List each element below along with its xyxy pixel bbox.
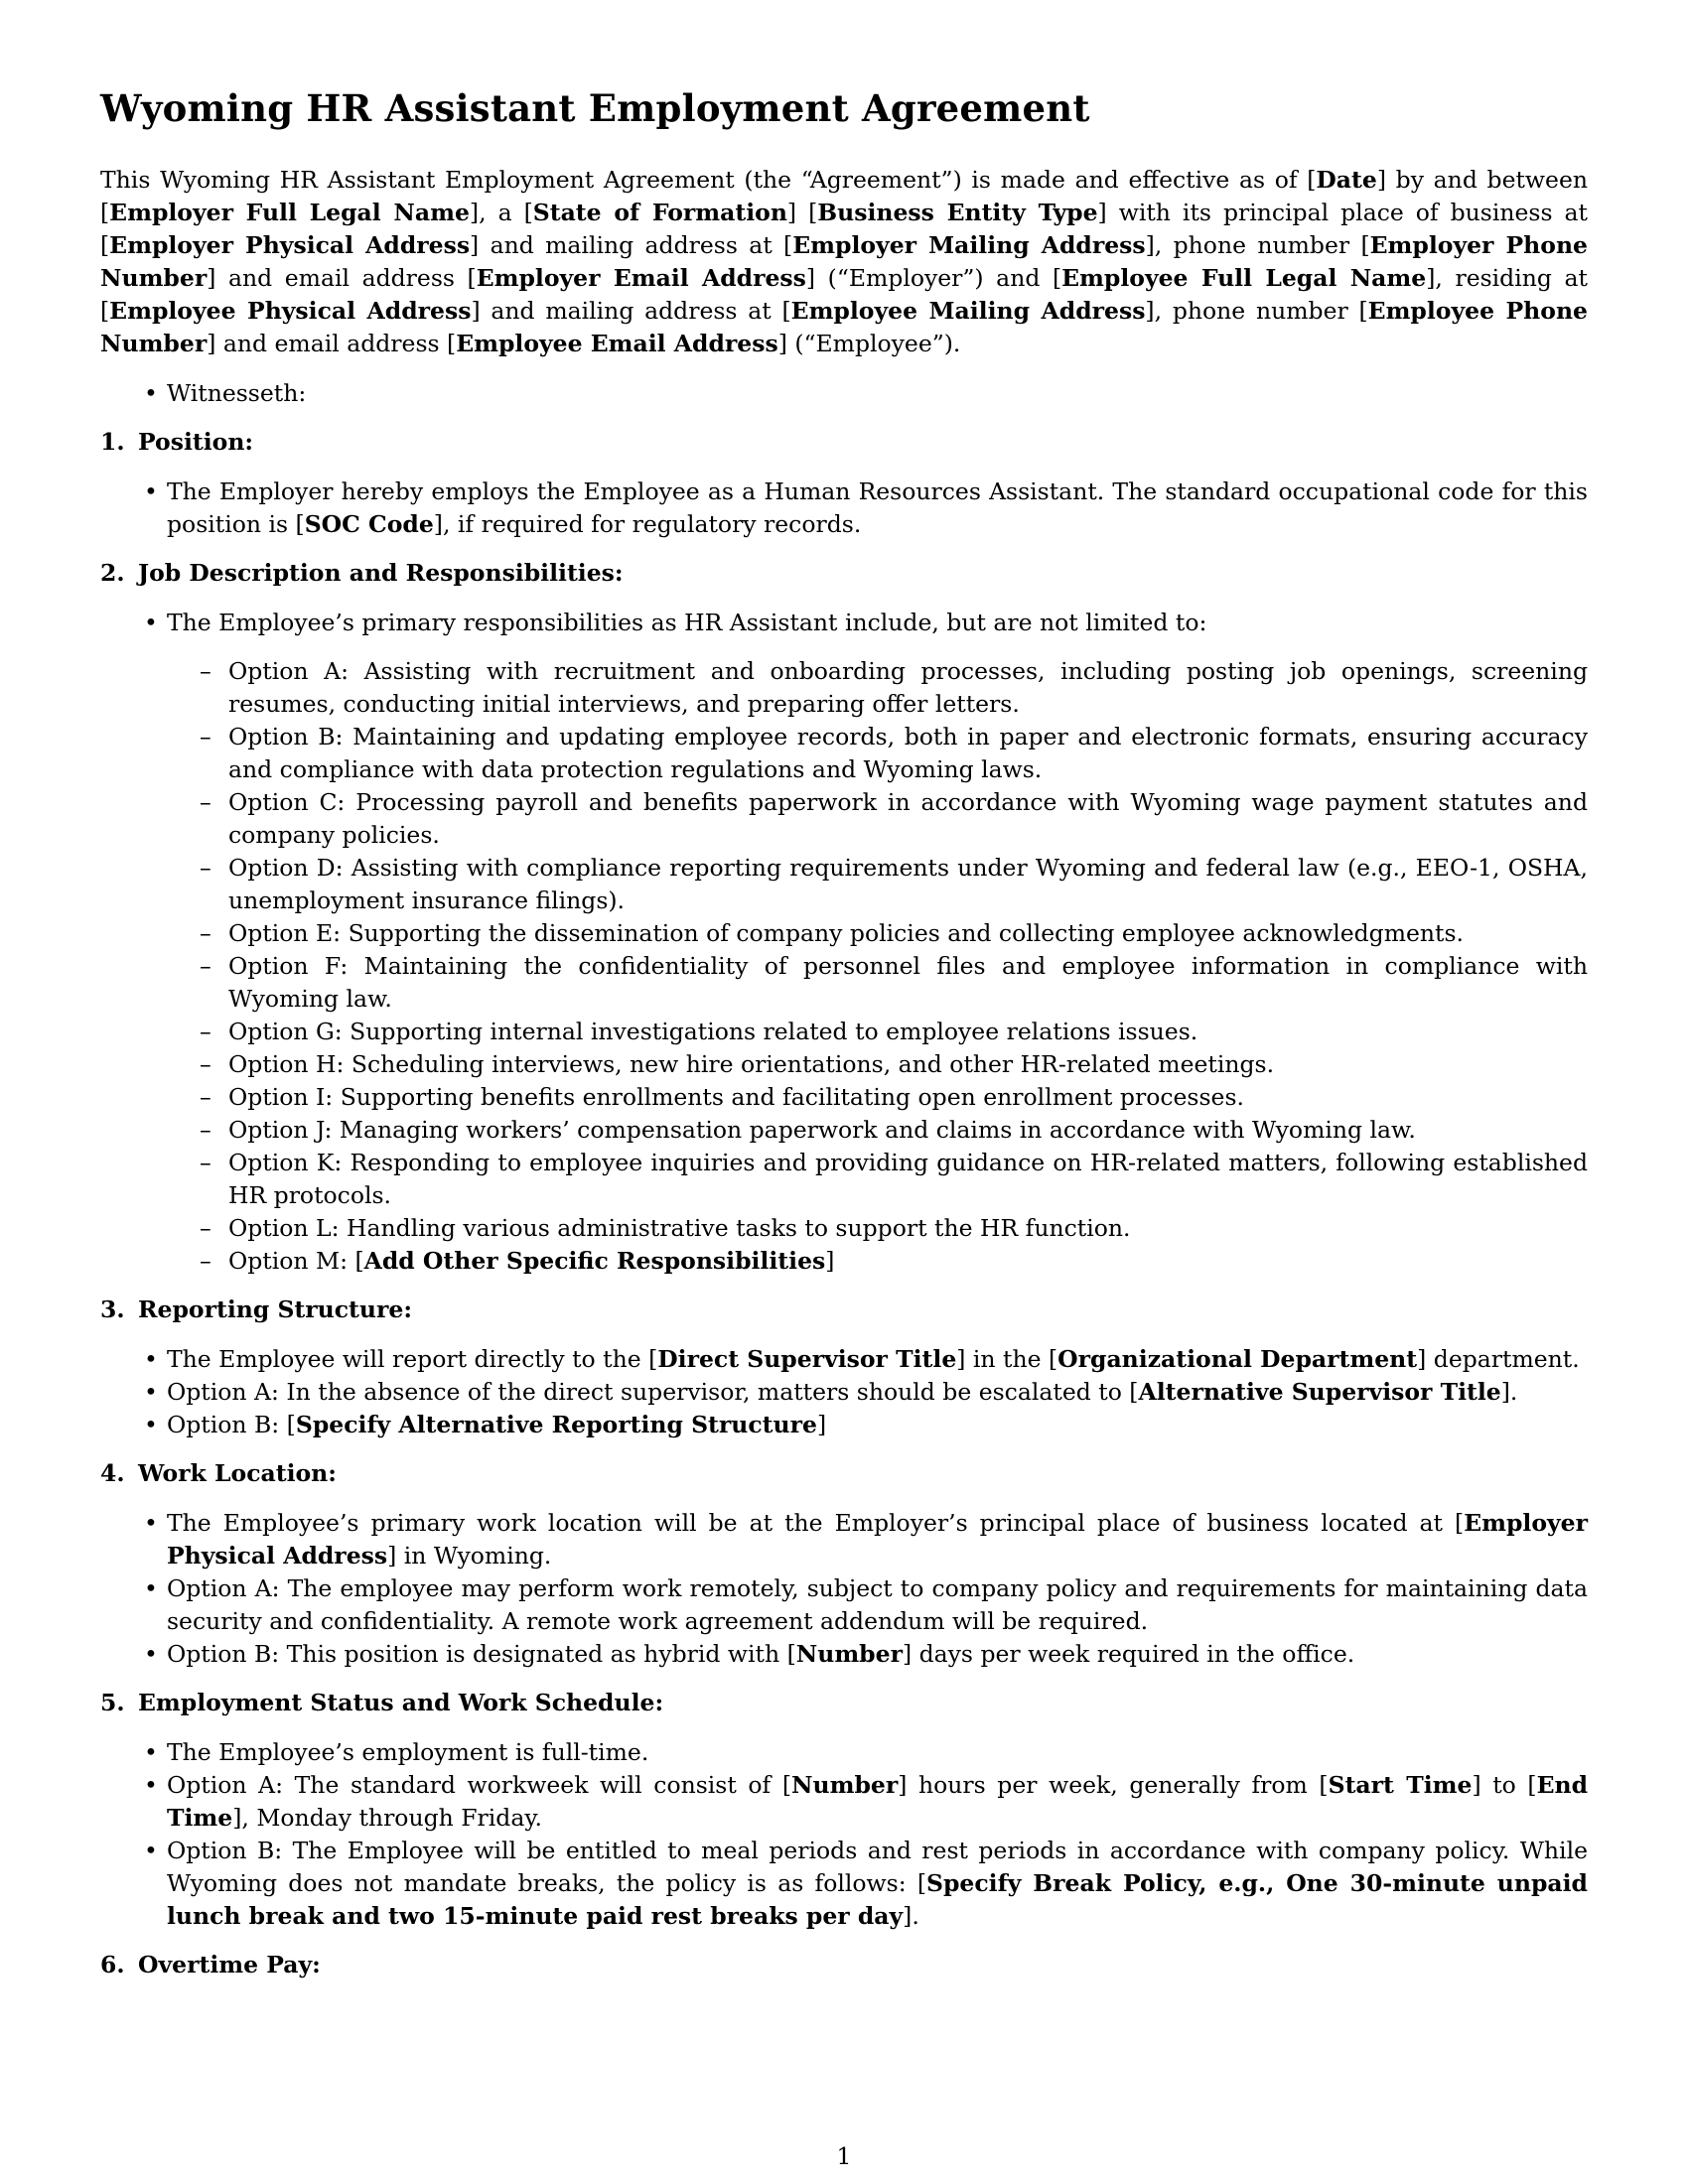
list-item xyxy=(100,1507,1588,1572)
section-4-list xyxy=(100,1507,1588,1671)
section-1-heading xyxy=(100,426,1588,459)
item-text: Option A: The standard workweek will consist of [ xyxy=(167,1770,792,1799)
section-6-heading xyxy=(100,1949,1588,1981)
section-number: 2. xyxy=(100,558,125,587)
intro-text: ] by and between [ xyxy=(100,165,1588,226)
start-time-field: Start Time xyxy=(1328,1770,1473,1799)
employer-phone-field: Employer Phone Number xyxy=(100,230,1588,292)
section-number: 4. xyxy=(100,1458,125,1487)
alternative-supervisor-field: Alternative Supervisor Title xyxy=(1138,1377,1501,1406)
section-title: Job Description and Responsibilities: xyxy=(138,558,624,587)
employee-phone-field: Employee Phone Number xyxy=(100,296,1588,357)
item-text: ], if required for regulatory records. xyxy=(433,509,862,538)
intro-text: ] [ xyxy=(786,198,818,226)
section-3-list xyxy=(100,1343,1588,1441)
days-number-field: Number xyxy=(795,1639,903,1668)
list-item xyxy=(100,1638,1588,1671)
direct-supervisor-field: Direct Supervisor Title xyxy=(657,1344,957,1373)
section-2-heading xyxy=(100,557,1588,590)
employee-physical-address-field: Employee Physical Address xyxy=(109,296,472,325)
intro-text: ] (“Employee”). xyxy=(777,329,961,357)
section-title: Work Location: xyxy=(138,1458,337,1487)
section-title: Reporting Structure: xyxy=(138,1295,412,1323)
option-item xyxy=(100,1245,1588,1278)
intro-text: ] and mailing address at [ xyxy=(470,230,793,259)
employer-name-field: Employer Full Legal Name xyxy=(109,198,470,226)
responsibilities-list xyxy=(100,655,1588,1278)
employee-name-field: Employee Full Legal Name xyxy=(1061,263,1427,292)
intro-text: ] (“Employer”) and [ xyxy=(805,263,1062,292)
employee-email-field: Employee Email Address xyxy=(456,329,778,357)
intro-text: ] and email address [ xyxy=(207,329,457,357)
item-text: Option B: This position is designated as hybrid with [ xyxy=(167,1639,796,1668)
intro-text: ], phone number [ xyxy=(1145,230,1370,259)
other-responsibilities-field: Add Other Specific Responsibilities xyxy=(363,1246,826,1275)
option-item: – Option F: Maintaining the confidentiality of personnel files and employee information in compliance with Wyoming law. xyxy=(100,950,1588,1016)
item-text: ] in the [ xyxy=(956,1344,1058,1373)
option-item: – Option H: Scheduling interviews, new hire orientations, and other HR-related meetings. xyxy=(100,1048,1588,1081)
witnesseth-list xyxy=(100,377,1588,410)
page-number: 1 xyxy=(836,2142,852,2170)
section-1-list xyxy=(100,476,1588,541)
hours-number-field: Number xyxy=(791,1770,899,1799)
option-item: – Option D: Assisting with compliance reporting requirements under Wyoming and federal law (e.g., EEO-1, OSHA, unemployment insurance filings). xyxy=(100,852,1588,917)
entity-type-field: Business Entity Type xyxy=(817,198,1098,226)
employee-mailing-address-field: Employee Mailing Address xyxy=(790,296,1146,325)
item-text: Option B: The Employee will be entitled to meal periods and rest periods in accordance with company policy. While Wyoming does not mandate breaks, the policy is as follows: [ xyxy=(167,1836,1588,1897)
section-number: 5. xyxy=(100,1688,125,1716)
item-text: ] xyxy=(816,1410,827,1438)
section-4-heading xyxy=(100,1457,1588,1490)
document-title: Wyoming HR Assistant Employment Agreement xyxy=(100,86,1090,130)
option-item: – Option K: Responding to employee inquiries and providing guidance on HR-related matters, following established HR protocols. xyxy=(100,1147,1588,1212)
item-text: ], Monday through Friday. xyxy=(232,1803,542,1832)
section-number: 6. xyxy=(100,1950,125,1979)
item-text: Option A: In the absence of the direct supervisor, matters should be escalated to [ xyxy=(167,1377,1139,1406)
list-item xyxy=(100,1835,1588,1933)
item-text: ] department. xyxy=(1417,1344,1580,1373)
option-item: – Option B: Maintaining and updating employee records, both in paper and electronic formats, ensuring accuracy and compliance with data protection regulations and Wyoming laws. xyxy=(100,721,1588,786)
item-text: The Employer hereby employs the Employee as a Human Resources Assistant. The standard occupational code for this position is [ xyxy=(167,477,1588,538)
option-item: – Option E: Supporting the dissemination of company policies and collecting employee acknowledgments. xyxy=(100,917,1588,950)
intro-text: This Wyoming HR Assistant Employment Agreement (the “Agreement”) is made and effective as of [ xyxy=(100,165,1317,194)
employer-mailing-address-field: Employer Mailing Address xyxy=(792,230,1146,259)
option-item: – Option J: Managing workers’ compensation paperwork and claims in accordance with Wyoming law. xyxy=(100,1114,1588,1147)
item-text: Option M: [ xyxy=(228,1246,364,1275)
item-text: ] xyxy=(825,1246,835,1275)
section-number: 1. xyxy=(100,427,125,456)
option-item: – Option A: Assisting with recruitment and onboarding processes, including posting job openings, screening resumes, conducting initial interviews, and preparing offer letters. xyxy=(100,655,1588,721)
section-number: 3. xyxy=(100,1295,125,1323)
item-text: ] to [ xyxy=(1472,1770,1537,1799)
item-text: The Employee will report directly to the [ xyxy=(167,1344,658,1373)
item-text: The Employee’s primary work location will be at the Employer’s principal place of business located at [ xyxy=(167,1508,1465,1537)
item-text: ] hours per week, generally from [ xyxy=(898,1770,1329,1799)
organizational-department-field: Organizational Department xyxy=(1057,1344,1418,1373)
section-5-heading xyxy=(100,1687,1588,1719)
list-item: • The Employee’s employment is full-time. xyxy=(100,1736,1588,1769)
employer-physical-address-field: Employer Physical Address xyxy=(167,1508,1588,1570)
option-item: – Option I: Supporting benefits enrollments and facilitating open enrollment processes. xyxy=(100,1081,1588,1114)
section-title: Position: xyxy=(138,427,254,456)
intro-text: ], a [ xyxy=(469,198,533,226)
intro-text: ] with its principal place of business at [ xyxy=(100,198,1589,259)
intro-text: ], residing at [ xyxy=(100,263,1588,325)
section-3-heading xyxy=(100,1294,1588,1326)
document-page xyxy=(100,87,1588,1998)
section-title: Employment Status and Work Schedule: xyxy=(138,1688,664,1716)
item-text: ] in Wyoming. xyxy=(387,1541,552,1570)
list-item: • The Employee’s primary responsibilities as HR Assistant include, but are not limited to: xyxy=(100,607,1588,639)
list-item: • Option A: The employee may perform work remotely, subject to company policy and requirements for maintaining data security and confidentiality. A remote work agreement addendum will be required. xyxy=(100,1572,1588,1638)
employer-email-field: Employer Email Address xyxy=(476,263,806,292)
option-item: – Option C: Processing payroll and benefits paperwork in accordance with Wyoming wage payment statutes and company policies. xyxy=(100,786,1588,852)
list-item xyxy=(100,1343,1588,1376)
intro-paragraph xyxy=(100,164,1588,360)
break-policy-field: Specify Break Policy, e.g., One 30-minute unpaid lunch break and two 15-minute paid rest breaks per day xyxy=(167,1868,1588,1930)
state-field: State of Formation xyxy=(532,198,787,226)
list-item xyxy=(100,1376,1588,1409)
list-item xyxy=(100,1769,1588,1835)
section-title: Overtime Pay: xyxy=(138,1950,321,1979)
option-item: – Option L: Handling various administrative tasks to support the HR function. xyxy=(100,1212,1588,1245)
option-item: – Option G: Supporting internal investigations related to employee relations issues. xyxy=(100,1016,1588,1048)
list-item xyxy=(100,476,1588,541)
end-time-field: End Time xyxy=(167,1770,1589,1832)
intro-text: ], phone number [ xyxy=(1145,296,1368,325)
item-text: ]. xyxy=(1500,1377,1518,1406)
section-2-list xyxy=(100,607,1588,639)
item-text: ] days per week required in the office. xyxy=(902,1639,1355,1668)
witnesseth-item: • Witnesseth: xyxy=(100,377,1588,410)
item-text: ]. xyxy=(903,1901,919,1930)
intro-text: ] and mailing address at [ xyxy=(471,296,791,325)
date-field: Date xyxy=(1316,165,1377,194)
alternative-reporting-field: Specify Alternative Reporting Structure xyxy=(295,1410,817,1438)
section-5-list xyxy=(100,1736,1588,1933)
soc-code-field: SOC Code xyxy=(304,509,434,538)
item-text: Option B: [ xyxy=(167,1410,296,1438)
list-item xyxy=(100,1409,1588,1441)
employer-physical-address-field: Employer Physical Address xyxy=(109,230,471,259)
intro-text: ] and email address [ xyxy=(207,263,477,292)
